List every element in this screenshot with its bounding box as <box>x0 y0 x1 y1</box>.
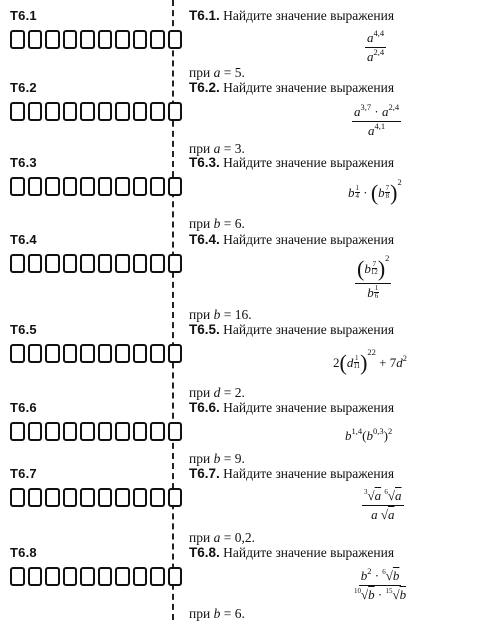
task-label: T6.1 <box>10 8 37 23</box>
answer-cell[interactable] <box>45 254 60 273</box>
answer-cell[interactable] <box>63 344 78 363</box>
answer-cell[interactable] <box>80 567 95 586</box>
answer-cell[interactable] <box>45 344 60 363</box>
answer-cell[interactable] <box>10 488 25 507</box>
answer-cell[interactable] <box>168 254 183 273</box>
task-condition <box>189 216 245 232</box>
answer-cell[interactable] <box>10 422 25 441</box>
answer-cell[interactable] <box>115 567 130 586</box>
condition-value: = 16. <box>223 307 252 322</box>
task-statement <box>189 80 394 96</box>
answer-cell[interactable] <box>80 422 95 441</box>
answer-grid <box>10 177 182 196</box>
task-label: T6.3 <box>10 155 37 170</box>
answer-cell[interactable] <box>115 102 130 121</box>
answer-cell[interactable] <box>80 254 95 273</box>
answer-grid <box>10 422 182 441</box>
answer-cell[interactable] <box>98 254 113 273</box>
answer-cell[interactable] <box>168 30 183 49</box>
answer-cell[interactable] <box>10 567 25 586</box>
answer-cell[interactable] <box>63 567 78 586</box>
cut-line <box>172 0 174 620</box>
expression-6-8: $\frac{b^2 \cdot ^6√b}{^{10}√b \cdot ^{15}√b}$ <box>354 566 407 602</box>
answer-cell[interactable] <box>10 30 25 49</box>
answer-cell[interactable] <box>150 488 165 507</box>
answer-cell[interactable] <box>28 30 43 49</box>
answer-cell[interactable] <box>150 177 165 196</box>
expression-6-6: $b^{1,4}(b^{0,3})^2$ <box>345 426 393 443</box>
task-text: Найдите значение выражения <box>223 8 395 23</box>
answer-cell[interactable] <box>115 30 130 49</box>
condition-prefix: при <box>189 141 211 156</box>
answer-cell[interactable] <box>45 102 60 121</box>
expression-6-1: $\frac{a^{4,4}}{a^{2,4}}$ <box>367 28 385 64</box>
task-text: Найдите значение выражения <box>223 155 395 170</box>
answer-cell[interactable] <box>63 30 78 49</box>
task-text: Найдите значение выражения <box>223 400 395 415</box>
condition-prefix: при <box>189 307 211 322</box>
expression-6-3: b $\frac{1}{4}$ · (b $\frac{7}{8}$ )$^2$ <box>348 177 402 205</box>
answer-cell[interactable] <box>28 344 43 363</box>
task-text: Найдите значение выражения <box>223 232 395 247</box>
condition-variable: b <box>213 606 221 621</box>
condition-prefix: при <box>189 606 211 621</box>
answer-cell[interactable] <box>150 30 165 49</box>
condition-variable: b <box>213 216 221 231</box>
answer-grid <box>10 344 182 363</box>
task-number: T6.6. <box>189 400 220 415</box>
answer-cell[interactable] <box>80 177 95 196</box>
expression-6-5: 2(d $\frac{1}{11}$ )$^{22} + 7d^2$ <box>333 347 407 375</box>
task-statement <box>189 545 394 561</box>
condition-prefix: при <box>189 530 211 545</box>
task-text: Найдите значение выражения <box>223 545 395 560</box>
answer-cell[interactable] <box>98 567 113 586</box>
answer-grid <box>10 102 182 121</box>
answer-cell[interactable] <box>115 422 130 441</box>
answer-cell[interactable] <box>63 102 78 121</box>
condition-value: = 6. <box>223 216 245 231</box>
answer-cell[interactable] <box>115 488 130 507</box>
answer-cell[interactable] <box>115 177 130 196</box>
condition-variable: a <box>213 65 221 80</box>
answer-cell[interactable] <box>63 254 78 273</box>
answer-cell[interactable] <box>10 177 25 196</box>
answer-cell[interactable] <box>28 567 43 586</box>
task-number: T6.4. <box>189 232 220 247</box>
task-text: Найдите значение выражения <box>223 322 395 337</box>
task-label: T6.5 <box>10 322 37 337</box>
answer-cell[interactable] <box>28 254 43 273</box>
answer-cell[interactable] <box>150 102 165 121</box>
answer-grid <box>10 30 182 49</box>
answer-cell[interactable] <box>150 422 165 441</box>
answer-grid <box>10 254 182 273</box>
answer-cell[interactable] <box>45 488 60 507</box>
task-label: T6.4 <box>10 232 37 247</box>
answer-cell[interactable] <box>133 102 148 121</box>
answer-cell[interactable] <box>168 344 183 363</box>
answer-cell[interactable] <box>133 344 148 363</box>
task-number: T6.2. <box>189 80 220 95</box>
task-condition <box>189 65 245 81</box>
expression-6-2: $\frac{a^{3,7} \cdot a^{2,4}}{a^{4,1}}$ <box>354 102 400 138</box>
answer-cell[interactable] <box>98 344 113 363</box>
answer-cell[interactable] <box>98 177 113 196</box>
answer-cell[interactable] <box>98 102 113 121</box>
answer-cell[interactable] <box>80 344 95 363</box>
task-condition <box>189 385 245 401</box>
task-number: T6.8. <box>189 545 220 560</box>
task-text: Найдите значение выражения <box>223 80 395 95</box>
task-statement <box>189 155 394 171</box>
answer-cell[interactable] <box>115 254 130 273</box>
answer-cell[interactable] <box>28 102 43 121</box>
answer-cell[interactable] <box>150 344 165 363</box>
answer-cell[interactable] <box>45 567 60 586</box>
condition-value: = 6. <box>223 606 245 621</box>
task-text: Найдите значение выражения <box>223 466 395 481</box>
answer-cell[interactable] <box>45 30 60 49</box>
condition-variable: a <box>213 530 221 545</box>
answer-cell[interactable] <box>98 422 113 441</box>
condition-prefix: при <box>189 65 211 80</box>
task-label: T6.7 <box>10 466 37 481</box>
answer-cell[interactable] <box>28 177 43 196</box>
task-number: T6.1. <box>189 8 220 23</box>
expression-6-4: (b $\frac{7}{12}$ )$^2$ b $\frac{1}{6}$ <box>357 253 390 300</box>
condition-variable: d <box>213 385 221 400</box>
answer-cell[interactable] <box>80 488 95 507</box>
answer-cell[interactable] <box>80 102 95 121</box>
task-label: T6.8 <box>10 545 37 560</box>
condition-value: = 9. <box>223 451 245 466</box>
condition-value: = 2. <box>223 385 245 400</box>
task-number: T6.7. <box>189 466 220 481</box>
answer-cell[interactable] <box>168 488 183 507</box>
condition-value: = 5. <box>223 65 245 80</box>
answer-grid <box>10 488 182 507</box>
answer-cell[interactable] <box>63 488 78 507</box>
task-condition <box>189 451 245 467</box>
task-condition <box>189 530 255 546</box>
answer-cell[interactable] <box>133 254 148 273</box>
answer-cell[interactable] <box>63 422 78 441</box>
task-statement <box>189 322 394 338</box>
answer-cell[interactable] <box>63 177 78 196</box>
condition-prefix: при <box>189 385 211 400</box>
answer-cell[interactable] <box>168 422 183 441</box>
answer-cell[interactable] <box>115 344 130 363</box>
answer-cell[interactable] <box>28 488 43 507</box>
answer-cell[interactable] <box>45 177 60 196</box>
answer-cell[interactable] <box>45 422 60 441</box>
task-statement <box>189 232 394 248</box>
expression-6-7: $\frac{^3√a ^6√a}{a √a}$ <box>364 488 402 522</box>
answer-cell[interactable] <box>150 567 165 586</box>
answer-cell[interactable] <box>150 254 165 273</box>
condition-prefix: при <box>189 216 211 231</box>
task-label: T6.2 <box>10 80 37 95</box>
answer-cell[interactable] <box>80 30 95 49</box>
task-statement <box>189 466 394 482</box>
condition-variable: b <box>213 307 221 322</box>
answer-cell[interactable] <box>98 30 113 49</box>
answer-cell[interactable] <box>133 177 148 196</box>
condition-value: = 0,2. <box>223 530 255 545</box>
answer-cell[interactable] <box>10 102 25 121</box>
answer-cell[interactable] <box>133 567 148 586</box>
task-number: T6.5. <box>189 322 220 337</box>
answer-cell[interactable] <box>28 422 43 441</box>
task-label: T6.6 <box>10 400 37 415</box>
answer-cell[interactable] <box>10 254 25 273</box>
answer-grid <box>10 567 182 586</box>
condition-prefix: при <box>189 451 211 466</box>
condition-variable: a <box>213 141 221 156</box>
answer-cell[interactable] <box>10 344 25 363</box>
task-number: T6.3. <box>189 155 220 170</box>
answer-cell[interactable] <box>168 177 183 196</box>
task-condition <box>189 307 252 323</box>
answer-cell[interactable] <box>168 567 183 586</box>
condition-variable: b <box>213 451 221 466</box>
answer-cell[interactable] <box>168 102 183 121</box>
answer-cell[interactable] <box>98 488 113 507</box>
answer-cell[interactable] <box>133 488 148 507</box>
condition-value: = 3. <box>223 141 245 156</box>
task-statement <box>189 400 394 416</box>
task-statement <box>189 8 394 24</box>
answer-cell[interactable] <box>133 422 148 441</box>
answer-cell[interactable] <box>133 30 148 49</box>
